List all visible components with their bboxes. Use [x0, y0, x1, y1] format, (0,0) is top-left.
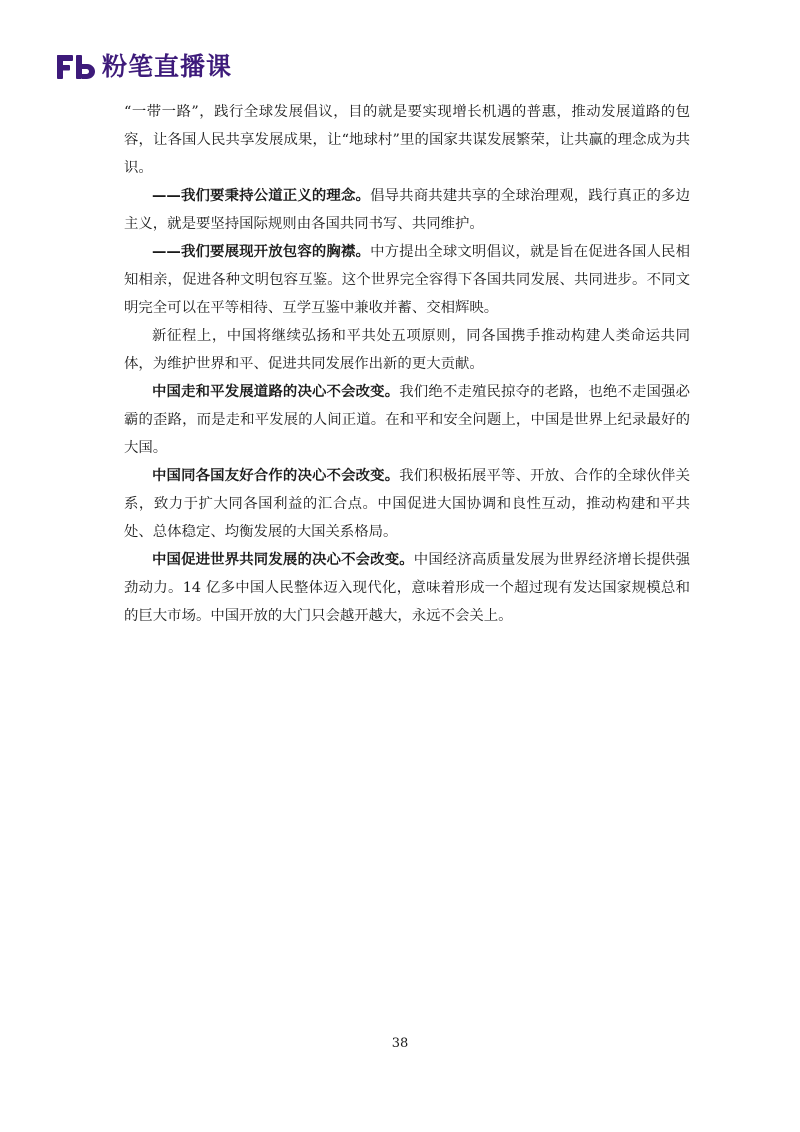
paragraph-text: 倡导共商共建共享的全球治理观，践行真正的多边主义，就是要坚持国际规则由各国共同书写、共同维护。 [124, 188, 690, 232]
paragraph-text: 中国经济高质量发展为世界经济增长提供强劲动力。14 亿多中国人民整体迈入现代化，意味着形成一个超过现有发达国家规模总和的巨大市场。中国开放的大门只会越开越大，永远不会关上。 [124, 552, 690, 624]
paragraph-lead: ——我们要展现开放包容的胸襟。 [152, 244, 371, 260]
paragraph-text: 我们积极拓展平等、开放、合作的全球伙伴关系，致力于扩大同各国利益的汇合点。中国促进大国协调和良性互动，推动构建和平共处、总体稳定、均衡发展的大国关系格局。 [124, 468, 690, 540]
paragraph [124, 378, 690, 462]
page-number: 38 [391, 1036, 409, 1051]
paragraph-lead: 中国同各国友好合作的决心不会改变。 [152, 468, 400, 484]
brand-name: 粉笔直播课 [102, 52, 233, 81]
paragraph [124, 322, 690, 378]
brand-logo [56, 52, 232, 82]
paragraph [124, 546, 690, 630]
fb-logo-icon [56, 52, 96, 82]
paragraph [124, 182, 690, 238]
paragraph-lead: 中国走和平发展道路的决心不会改变。 [152, 384, 400, 400]
document-body [124, 98, 690, 630]
paragraph [124, 98, 690, 182]
paragraph-text: 新征程上，中国将继续弘扬和平共处五项原则，同各国携手推动构建人类命运共同体，为维护世界和平、促进共同发展作出新的更大贡献。 [124, 328, 690, 372]
paragraph-lead: ——我们要秉持公道正义的理念。 [152, 188, 371, 204]
paragraph [124, 238, 690, 322]
paragraph-text: 我们绝不走殖民掠夺的老路，也绝不走国强必霸的歪路，而是走和平发展的人间正道。在和平和安全问题上，中国是世界上纪录最好的大国。 [124, 384, 690, 456]
paragraph-text: 中方提出全球文明倡议，就是旨在促进各国人民相知相亲，促进各种文明包容互鉴。这个世界完全容得下各国共同发展、共同进步。不同文明完全可以在平等相待、互学互鉴中兼收并蓄、交相辉映。 [124, 244, 690, 316]
paragraph [124, 462, 690, 546]
paragraph-lead: 中国促进世界共同发展的决心不会改变。 [152, 552, 414, 568]
paragraph-text: “一带一路”，践行全球发展倡议，目的就是要实现增长机遇的普惠，推动发展道路的包容，让各国人民共享发展成果，让“地球村”里的国家共谋发展繁荣，让共赢的理念成为共识。 [124, 104, 690, 176]
